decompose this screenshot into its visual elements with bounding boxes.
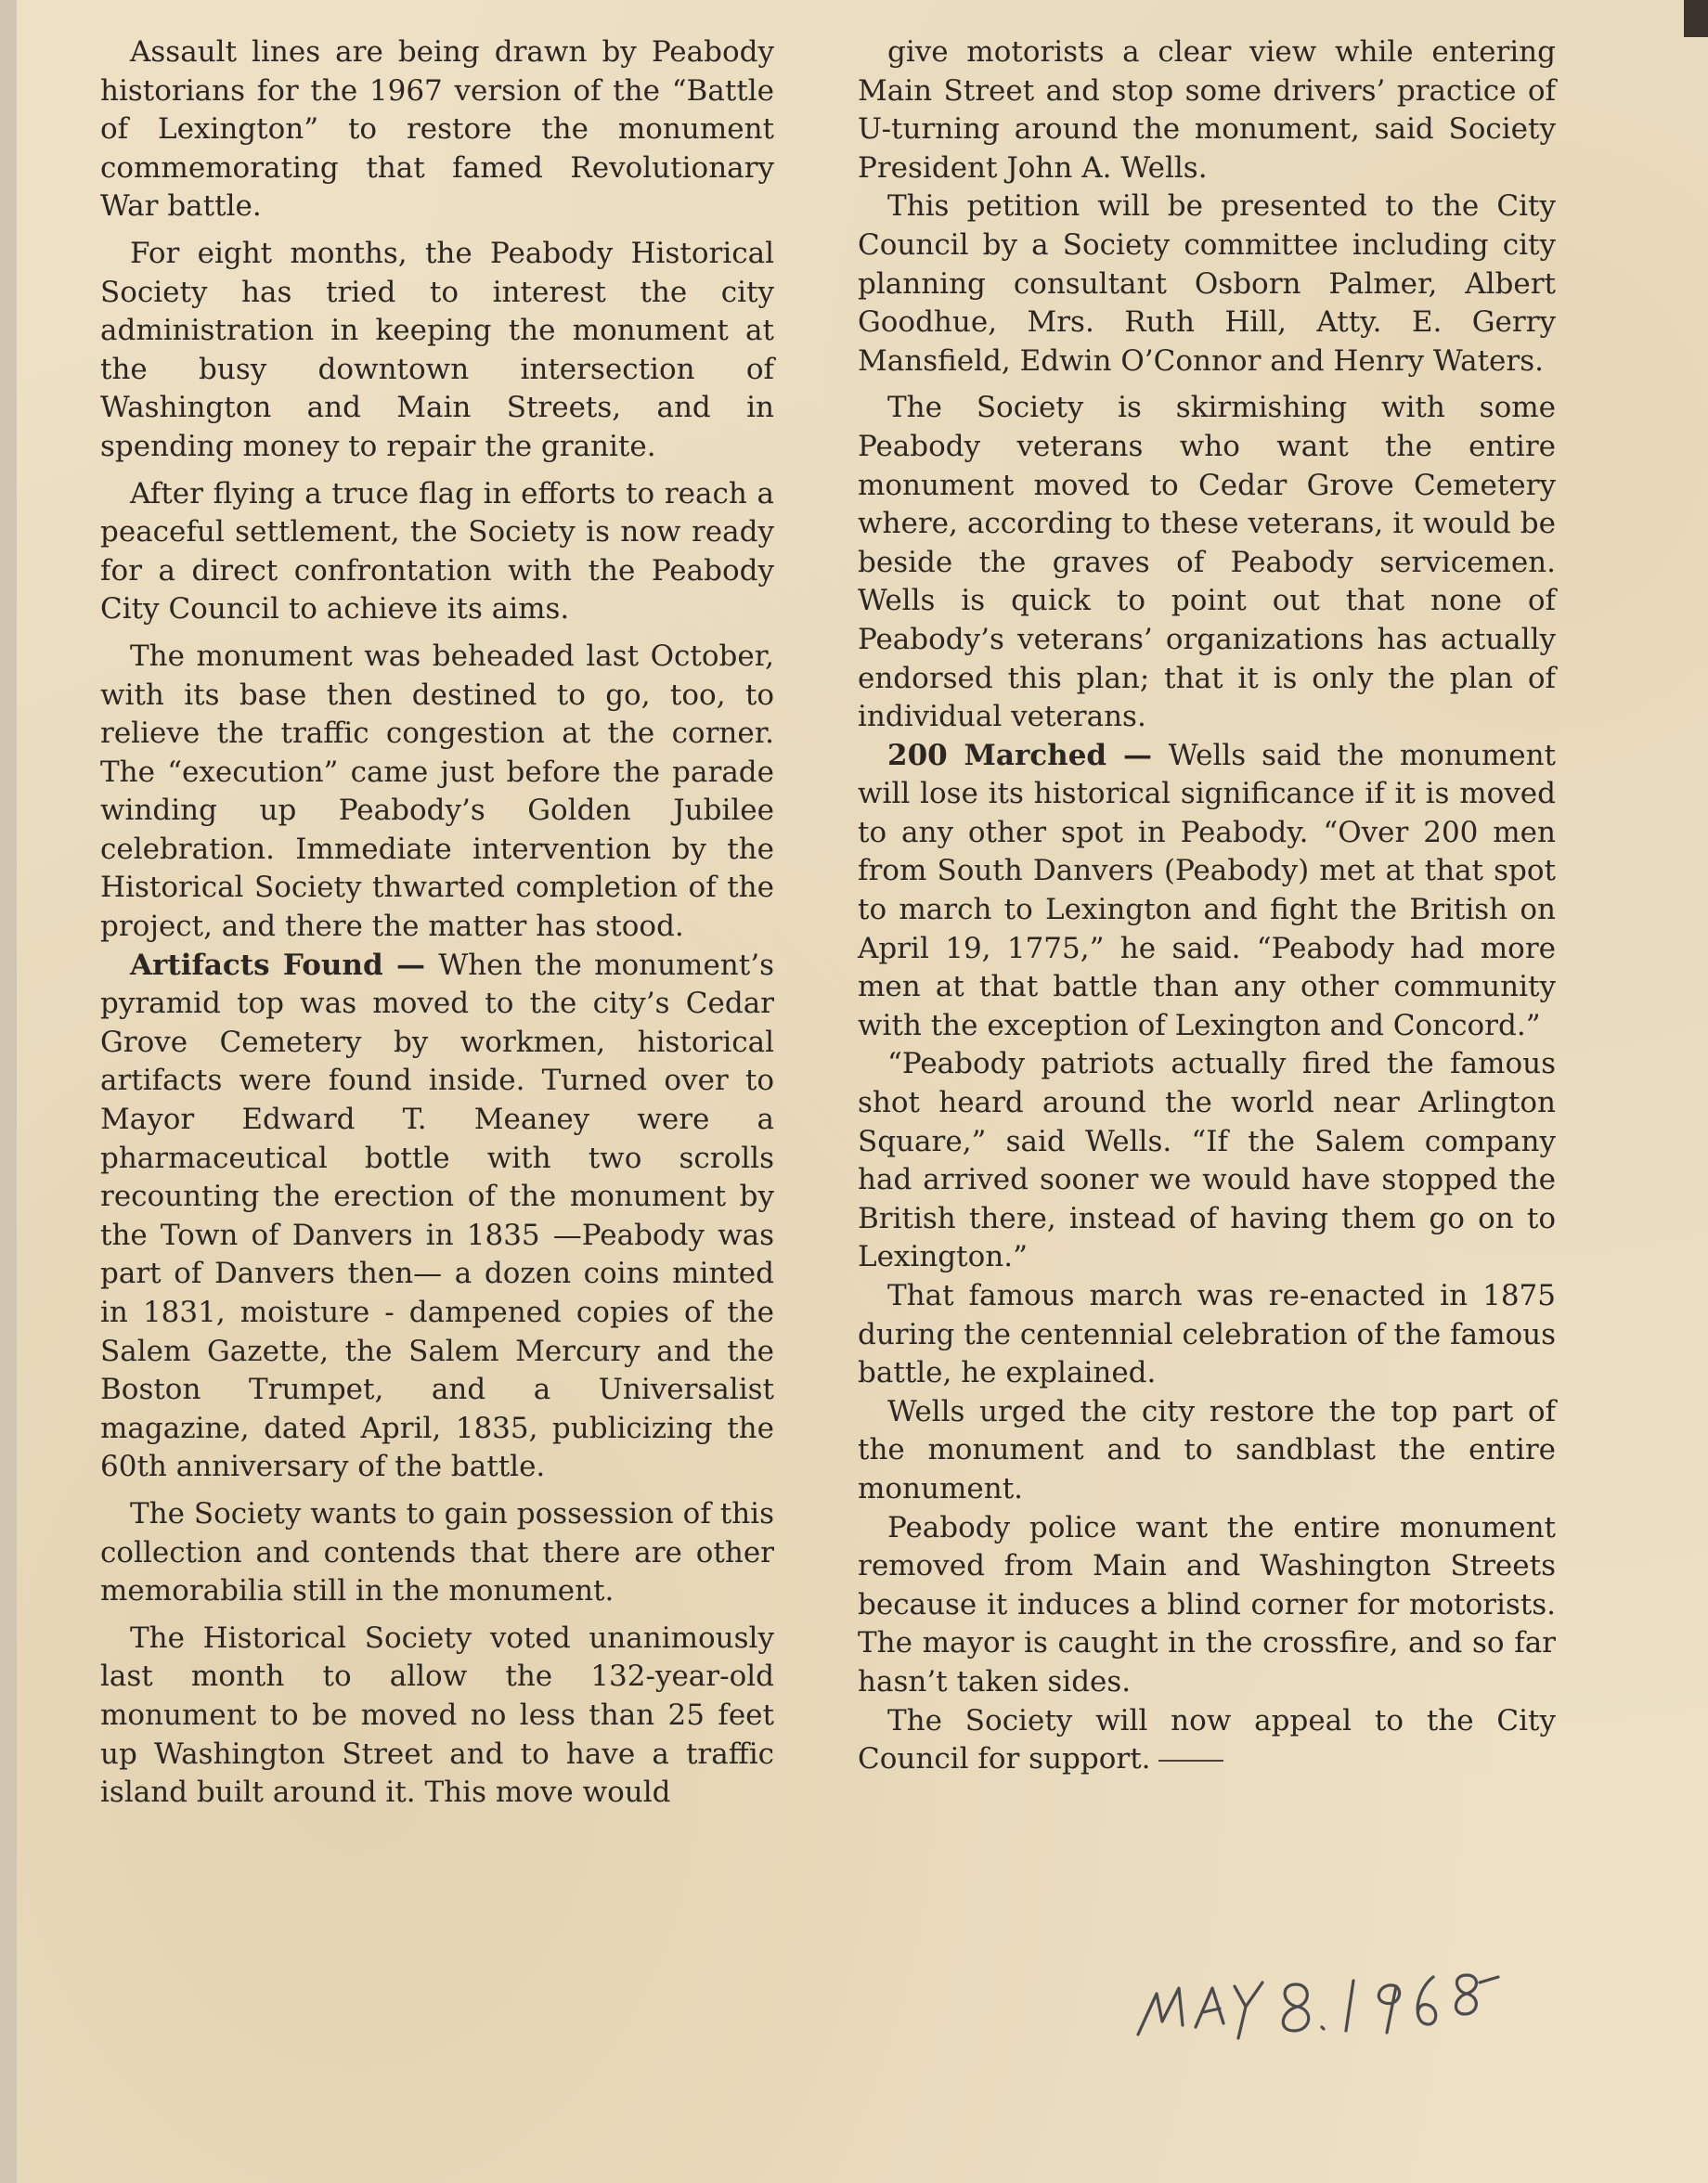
paragraph [100,1495,774,1611]
torn-corner [1684,0,1708,37]
article-column-left [100,33,774,1821]
paragraph-text: The Historical Society voted unanimously last month to allow the 132-year-old monument to be moved no less than 25 feet up Washington Street and to have a traffic island built around it. This move would [100,1621,774,1810]
paragraph [858,389,1556,736]
paragraph-text: After flying a truce flag in efforts to reach a peaceful settlement, the Society is now ready for a direct confrontation with the Peabody City Council to achieve its aims. [100,476,774,626]
paragraph [858,1277,1556,1393]
paragraph [858,187,1556,381]
handwritten-date [1131,1949,1520,2060]
end-rule [1158,1760,1223,1762]
paragraph-text: Wells said the monument will lose its historical significance if it is moved to any other spot in Peabody. “Over 200 men from South Danvers (Peabody) met at that spot to march to Lexington and fight the British on April 19, 1775,” he said. “Peabody had more men at that battle than any other community with the exception of Lexington and Concord.” [858,738,1556,1042]
paragraph [100,1620,774,1813]
paragraph [858,1393,1556,1509]
paragraph [858,33,1556,187]
paragraph [858,1509,1556,1702]
paragraph [858,1045,1556,1277]
paragraph [100,638,774,947]
paragraph [100,33,774,226]
paragraph-text: This petition will be presented to the City Council by a Society committee including city planning consultant Osborn Palmer, Albert Goodhue, Mrs. Ruth Hill, Atty. E. Gerry Mansfield, Edwin O’Connor and Henry Waters. [858,189,1556,378]
article-column-right [858,33,1556,1788]
paragraph-text: The monument was beheaded last October, with its base then destined to go, too, to relieve the traffic congestion at the corner. The “execution” came just before the parade winding up Peabody’s Golden Jubilee celebration. Immediate intervention by the Historical Society thwarted completion of the project, and there the matter has stood. [100,639,774,944]
subhead-artifacts-found: Artifacts Found — [130,948,439,982]
paragraph-text: The Society will now appeal to the City Council for support. [858,1703,1556,1776]
paragraph-text: Assault lines are being drawn by Peabody historians for the 1967 version of the “Battle of Lexington” to restore the monument commemorating that famed Revolutionary War battle. [100,35,774,224]
paragraph-text: Wells urged the city restore the top part of the monument and to sandblast the entire monument. [858,1394,1556,1505]
paragraph-text: “Peabody patriots actually fired the famous shot heard around the world near Arlington Square,” said Wells. “If the Salem company had arrived sooner we would have stopped the British there, instead of having them go on to Lexington.” [858,1047,1556,1274]
paragraph-text: That famous march was re-enacted in 1875 during the centennial celebration of the famous battle, he explained. [858,1279,1556,1390]
paragraph-text: give motorists a clear view while entering Main Street and stop some drivers’ practice of U-turning around the monument, said Society President John A. Wells. [858,35,1556,185]
paragraph-text: When the monument’s pyramid top was moved to the city’s Cedar Grove Cemetery by workmen, historical artifacts were found inside. Turned over to Mayor Edward T. Meaney were a pharmaceutical bottle with two scrolls recounting the erection of the monument by the Town of Danvers in 1835 —Peabody was part of Danvers then— a dozen coins minted in 1831, moisture - dampened copies of the Salem Gazette, the Salem Mercury and the Boston Trumpet, and a Universalist magazine, dated April, 1835, publicizing the 60th anniversary of the battle. [100,948,774,1484]
paragraph-text: The Society wants to gain possession of this collection and contends that there are other memorabilia still in the monument. [100,1496,774,1608]
paragraph-text: The Society is skirmishing with some Peabody veterans who want the entire monument moved to Cedar Grove Cemetery where, according to these veterans, it would be beside the graves of Peabody servicemen. Wells is quick to point out that none of Peabody’s veterans’ organizations has actually endorsed this plan; that it is only the plan of individual veterans. [858,391,1556,734]
paragraph-text: Peabody police want the entire monument removed from Main and Washington Streets because it induces a blind corner for motorists. The mayor is caught in the crossfire, and so far hasn’t taken sides. [858,1510,1556,1699]
subhead-200-marched: 200 Marched — [887,738,1169,772]
paragraph [100,235,774,467]
paragraph-text: For eight months, the Peabody Historical Society has tried to interest the city administration in keeping the monument at the busy downtown intersection of Washington and Main Streets, and in spending money to repair the granite. [100,236,774,463]
paragraph [100,947,774,1487]
paragraph [858,1702,1556,1779]
paragraph [100,475,774,629]
paragraph [858,737,1556,1046]
